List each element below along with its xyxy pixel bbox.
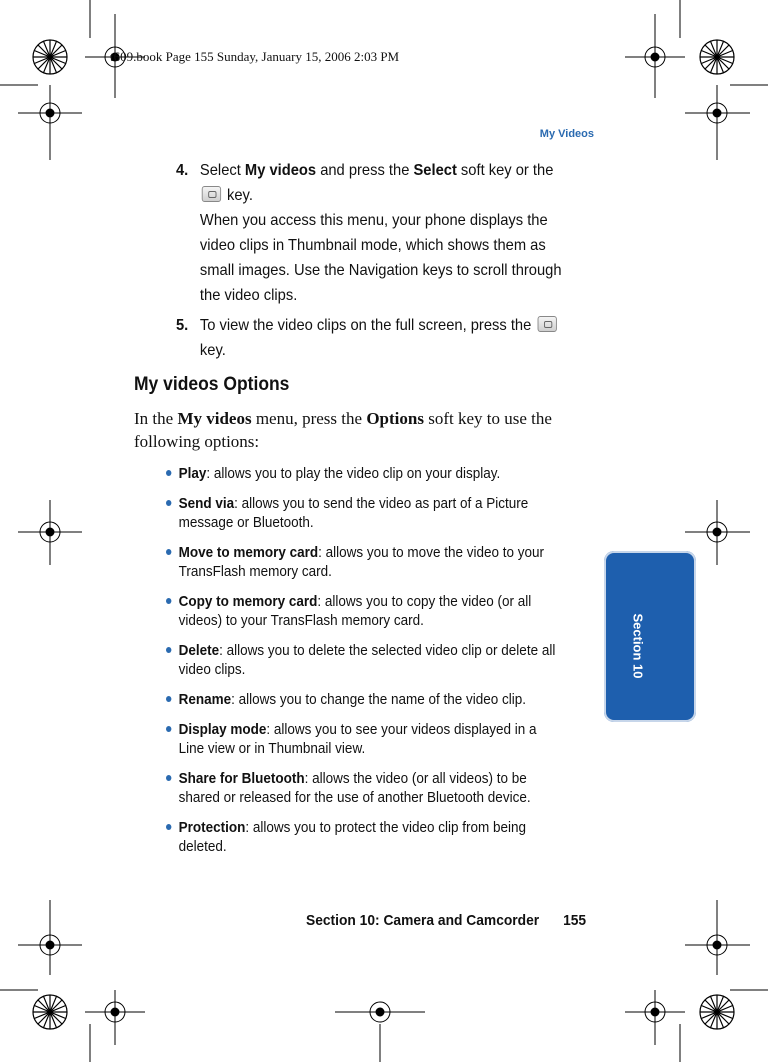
step-instruction: To view the video clips on the full screen, press the <box>199 317 532 334</box>
list-item: Rename: allows you to change the name of the video clip. <box>166 690 562 709</box>
page-number: 155 <box>563 912 587 929</box>
list-item: Display mode: allows you to see your videos displayed in a Line view or in Thumbnail view. <box>166 720 562 758</box>
intro-paragraph: In the My videos menu, press the Options soft key to use the following options: <box>134 409 552 451</box>
soft-key-name: Select <box>413 162 457 179</box>
bullet-icon <box>166 500 171 506</box>
page-footer <box>306 912 586 929</box>
list-item: Protection: allows you to protect the video clip from being deleted. <box>166 818 562 856</box>
list-item: Copy to memory card: allows you to copy the video (or all videos) to your TransFlash memory card. <box>166 592 562 630</box>
menu-name: My videos <box>244 162 317 179</box>
step-4: 4. Select My videos and press the Select soft key or the key. When you access this menu, your phone displays the video clips in Thumbnail mode, which shows them as small images. Use the Navigation keys to scroll through the video clips. <box>176 158 562 308</box>
bullet-icon <box>166 470 171 476</box>
running-head: My Videos <box>539 128 594 140</box>
list-item: Share for Bluetooth: allows the video (or all videos) to be shared or released for the use of another Bluetooth device. <box>166 769 562 807</box>
list-item: Move to memory card: allows you to move the video to your TransFlash memory card. <box>166 543 562 581</box>
step-number: 4. <box>176 162 189 179</box>
footer-section-title: Section 10: Camera and Camcorder <box>306 912 540 929</box>
list-item: Play: allows you to play the video clip on your display. <box>166 464 562 483</box>
section-tab <box>604 551 696 722</box>
section-tab-label: Section 10 <box>630 613 646 679</box>
step-instruction: Select My videos and press the Select soft key or the <box>199 162 554 179</box>
options-list <box>166 464 562 867</box>
bullet-icon <box>166 775 171 781</box>
bullet-icon <box>166 696 171 702</box>
step-5: 5. To view the video clips on the full screen, press the key. <box>176 313 562 363</box>
select-key-icon <box>537 316 556 332</box>
select-key-icon <box>202 186 221 202</box>
list-item: Delete: allows you to delete the selected video clip or delete all video clips. <box>166 641 562 679</box>
bullet-icon <box>166 549 171 555</box>
bullet-icon <box>166 824 171 830</box>
bullet-icon <box>166 598 171 604</box>
print-header: t609.book Page 155 Sunday, January 15, 2006 2:03 PM <box>110 49 400 64</box>
bullet-icon <box>166 726 171 732</box>
step-number: 5. <box>176 317 189 334</box>
section-heading: My videos Options <box>134 374 290 395</box>
bullet-icon <box>166 647 171 653</box>
list-item: Send via: allows you to send the video as part of a Picture message or Bluetooth. <box>166 494 562 532</box>
step-description: When you access this menu, your phone displays the video clips in Thumbnail mode, which shows them as small images. Use the Navigation keys to scroll through the video clips. <box>199 212 562 304</box>
